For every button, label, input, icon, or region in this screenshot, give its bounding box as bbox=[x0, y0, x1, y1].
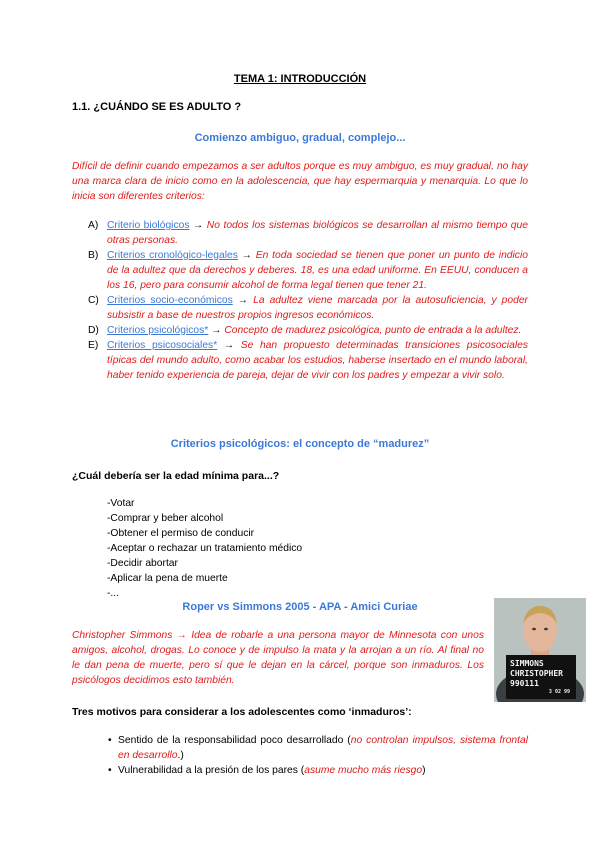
arrow: → bbox=[217, 340, 241, 351]
list-marker: B) bbox=[88, 250, 99, 261]
motive-note: no controlan impulsos, sistema frontal en desarrollo bbox=[118, 735, 529, 761]
section-heading: 1.1. ¿CUÁNDO SE ES ADULTO ? bbox=[72, 101, 242, 113]
placard-name: CHRISTOPHER bbox=[510, 669, 563, 678]
arrow: → bbox=[232, 295, 254, 306]
placard-surname: SIMMONS bbox=[510, 659, 544, 668]
motives-heading: Tres motivos para considerar a los adolescentes como ‘inmaduros’: bbox=[72, 706, 412, 718]
criteria-link-biological[interactable]: Criterio biológicos bbox=[107, 220, 190, 231]
criteria-link-psychosocial[interactable]: Criterios psicosociales* bbox=[107, 340, 218, 351]
criteria-item-d bbox=[88, 323, 528, 338]
motive-item-responsibility bbox=[108, 733, 528, 763]
subtitle-maturity: Criterios psicológicos: el concepto de “madurez” bbox=[170, 438, 430, 450]
case-paragraph: Christopher Simmons → Idea de robarle a una persona mayor de Minnesota con unos amigos, alcohol, drogas. Lo conoce y de impulso la mata y la arrojan a un río. Al final no le dan pena de muerte, pero sí que le dejan en la cárcel, porque son inmaduros. Los psicólogos decidimos esto también. bbox=[72, 630, 484, 686]
mugshot-photo bbox=[494, 598, 586, 702]
arrow: → bbox=[189, 220, 207, 231]
motive-text: Vulnerabilidad a la presión de los pares ( bbox=[118, 765, 305, 776]
list-item: -Votar bbox=[107, 498, 135, 509]
motive-item-peer-pressure bbox=[108, 763, 528, 778]
motive-note: asume mucho más riesgo bbox=[304, 765, 423, 776]
motive-close: .) bbox=[177, 750, 184, 761]
list-item: -... bbox=[107, 588, 120, 599]
criteria-item-b bbox=[88, 248, 528, 293]
motive-text: Sentido de la responsabilidad poco desarrollado ( bbox=[118, 735, 351, 746]
criteria-link-legal[interactable]: Criterios cronológico-legales bbox=[107, 250, 238, 261]
placard-date: 3 02 99 bbox=[548, 689, 570, 695]
criteria-text: Se han propuesto determinadas transiciones psicosociales típicas del mundo adulto, como acabar los estudios, haberse insertado en el mundo laboral, haber tenido experiencia de pareja, dejar de vivir con los padres y empezar a vivir solo. bbox=[107, 340, 528, 381]
criteria-link-socioeconomic[interactable]: Criterios socio-económicos bbox=[107, 295, 233, 306]
criteria-item-c bbox=[88, 293, 528, 323]
list-item: -Aceptar o rechazar un tratamiento médico bbox=[107, 543, 303, 554]
motive-close: ) bbox=[422, 765, 426, 776]
age-list bbox=[107, 496, 302, 601]
page-title: TEMA 1: INTRODUCCIÓN bbox=[233, 73, 367, 85]
list-item: -Obtener el permiso de conducir bbox=[107, 528, 255, 539]
list-item: -Comprar y beber alcohol bbox=[107, 513, 224, 524]
list-item: -Decidir abortar bbox=[107, 558, 178, 569]
criteria-text: No todos los sistemas biológicos se desarrollan al mismo tiempo que otras personas. bbox=[107, 220, 528, 246]
motives-list bbox=[108, 733, 528, 778]
placard-number: 990111 bbox=[510, 679, 539, 688]
criteria-list bbox=[88, 218, 528, 383]
arrow: → bbox=[237, 250, 256, 261]
list-marker: D) bbox=[88, 325, 99, 336]
criteria-text: Concepto de madurez psicológica, punto de entrada a la adultez. bbox=[224, 325, 522, 336]
criteria-item-e bbox=[88, 338, 528, 383]
criteria-text: La adultez viene marcada por la autosuficiencia, y poder subsistir a base de nuestros propios ingresos económicos. bbox=[107, 295, 528, 321]
age-question: ¿Cuál debería ser la edad mínima para...? bbox=[72, 470, 280, 482]
mugshot-placard bbox=[510, 659, 570, 696]
list-item: -Aplicar la pena de muerte bbox=[107, 573, 228, 584]
arrow: → bbox=[208, 325, 225, 336]
bullet: • bbox=[108, 735, 112, 746]
subtitle-case: Roper vs Simmons 2005 - APA - Amici Curiae bbox=[182, 601, 418, 613]
intro-paragraph: Difícil de definir cuando empezamos a ser adultos porque es muy ambiguo, es muy gradual, no hay una marca clara de inicio como en la adolescencia, que hay espermarquia y menarquia. Lo que lo inicia son diferentes criterios: bbox=[72, 161, 528, 202]
criteria-item-a bbox=[88, 218, 528, 248]
bullet: • bbox=[108, 765, 112, 776]
list-marker: A) bbox=[88, 220, 99, 231]
subtitle-ambiguous: Comienzo ambiguo, gradual, complejo... bbox=[194, 132, 406, 144]
criteria-link-psychological[interactable]: Criterios psicológicos* bbox=[107, 325, 209, 336]
criteria-text: En toda sociedad se tienen que poner un punto de indicio de la adultez que da derechos y deberes. 18, es una edad uniforme. En EEUU, conducen a los 16, pero para consumir alcohol de forma legal tienen que tener 21. bbox=[107, 250, 528, 291]
list-marker: E) bbox=[88, 340, 99, 351]
list-marker: C) bbox=[88, 295, 99, 306]
